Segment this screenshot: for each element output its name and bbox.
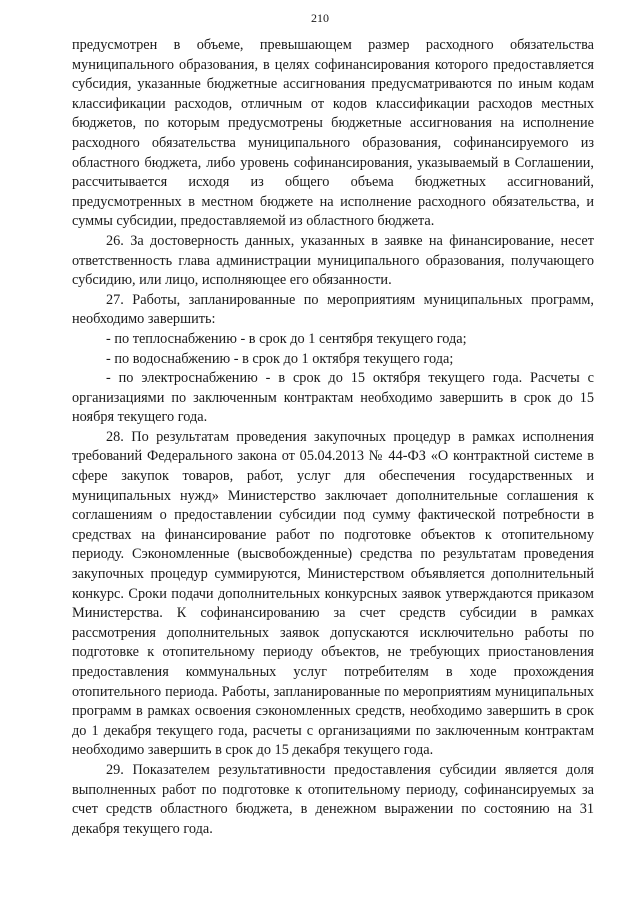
paragraph-28: 28. По результатам проведения закупочных процедур в рамках исполнения требований Федерального закона от 05.04.2013 № 44-ФЗ «О контрактной системе в сфере закупок товаров, работ, услуг для обеспечения государственных и муниципальных нужд» Министерство заключает дополнительные соглашения к соглашениям о предоставлении субсидии под сумму фактической потребности в средствах на финансирование работ по подготовке объектов к отопительному периоду. Сэкономленные (высвобожденные) средства по результатам проведения закупочных процедур суммируются, Министерством объявляется дополнительный конкурс. Сроки подачи дополнительных конкурсных заявок утверждаются приказом Министерства. К софинансированию за счет средств субсидии в рамках рассмотрения дополнительных заявок допускаются исключительно работы по подготовке к отопительному периоду объектов, не требующих приостановления предоставления коммунальных услуг потребителям в ходе прохождения отопительного периода. Работы, запланированные по мероприятиям муниципальных программ в рамках освоения сэкономленных средств, необходимо завершить в срок до 1 декабря текущего года, расчеты с организациями по заключенным контрактам необходимо завершить в срок до 15 декабря текущего года.	[72, 428, 594, 759]
paragraph-29: 29. Показателем результативности предоставления субсидии является доля выполненных работ по подготовке к отопительному периоду, софинансируемых за счет средств областного бюджета, в денежном выражении по состоянию на 31 декабря текущего года.	[72, 761, 594, 837]
list-item-water: - по водоснабжению - в срок до 1 октября текущего года;	[106, 350, 454, 367]
list-item-heating: - по теплоснабжению - в срок до 1 сентября текущего года;	[106, 330, 467, 347]
paragraph-26: 26. За достоверность данных, указанных в заявке на финансирование, несет ответственность глава администрации муниципального образования, получающего субсидию, или лицо, исполняющее его обязанности.	[72, 232, 594, 289]
paragraph-27: 27. Работы, запланированные по мероприятиям муниципальных программ, необходимо завершить:	[72, 291, 594, 328]
paragraph-continuation: предусмотрен в объеме, превышающем размер расходного обязательства муниципального образования, в целях софинансирования которого предоставляется субсидия, указанные бюджетные ассигнования предусматриваются по иным кодам классификации расходов, отличным от кодов классификации расходов местных бюджетов, по которым предусмотрены бюджетные ассигнования на исполнение расходного обязательства муниципального образования, софинансируемого из областного бюджета, либо уровень софинансирования, указываемый в Соглашении, рассчитывается исходя из общего объема бюджетных ассигнований, предусмотренных в местном бюджете на исполнение расходного обязательства, и суммы субсидии, предоставляемой из областного бюджета.	[72, 37, 594, 230]
page-number: 210	[311, 11, 329, 25]
document-body	[72, 36, 594, 839]
list-item-electricity: - по электроснабжению - в срок до 15 октября текущего года. Расчеты с организациями по заключенным контрактам необходимо завершить в срок до 15 ноября текущего года.	[72, 370, 594, 426]
